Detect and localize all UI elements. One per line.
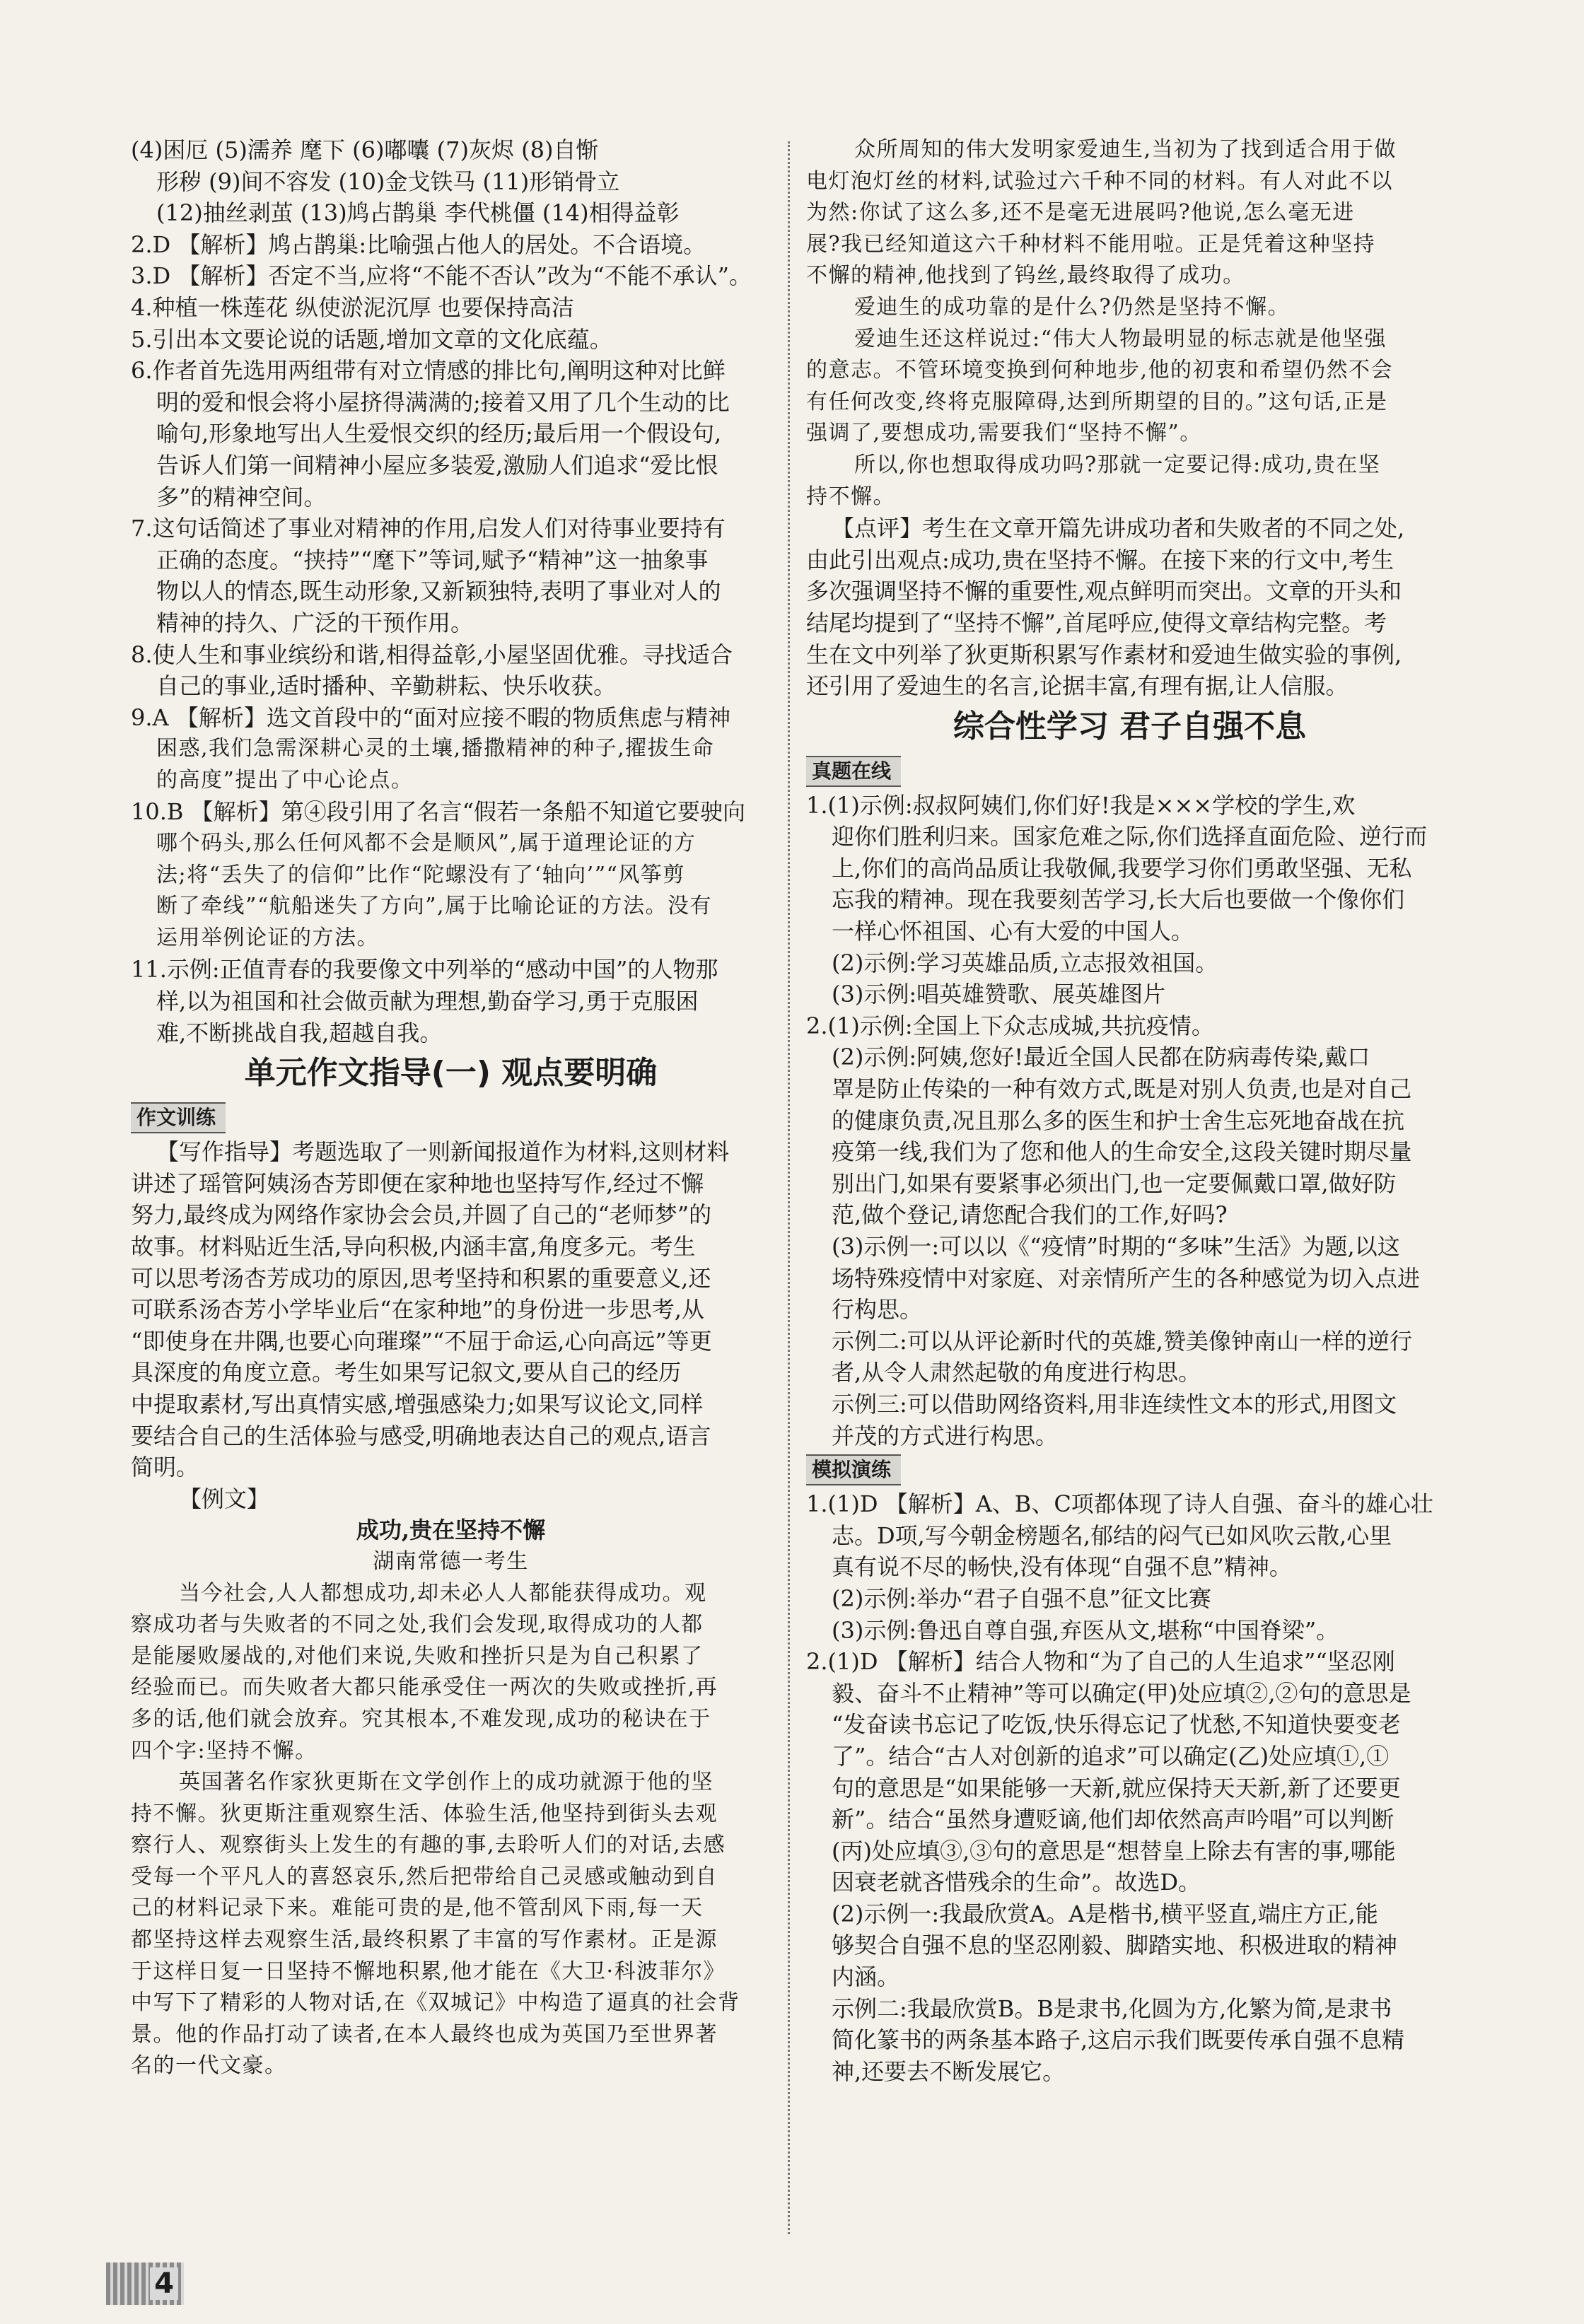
text-line: 精神的持久、广泛的干预作用。 bbox=[156, 609, 474, 636]
text-line: 2.D 【解析】鸠占鹊巢:比喻强占他人的居处。不合语境。 bbox=[131, 230, 706, 258]
text-line: 示例二:我最欣赏B。B是隶书,化圆为方,化繁为简,是隶书 bbox=[832, 1995, 1392, 2022]
text-line: (3)示例一:可以以《“疫情”时期的“多味”生活》为题,以这 bbox=[832, 1233, 1400, 1260]
section-tag: 模拟演练 bbox=[806, 1454, 901, 1485]
text-line: 1.(1)示例:叔叔阿姨们,你们好!我是×××学校的学生,欢 bbox=[806, 791, 1356, 819]
text-line: 一样心怀祖国、心有大爱的中国人。 bbox=[832, 918, 1194, 945]
text-line: 明的爱和恨会将小屋挤得满满的;接着又用了几个生动的比 bbox=[156, 388, 730, 416]
text-line: 1.(1)D 【解析】A、B、C项都体现了诗人自强、奋斗的雄心壮 bbox=[806, 1490, 1433, 1518]
text-line: 毅、奋斗不止精神”等可以确定(甲)处应填②,②句的意思是 bbox=[832, 1679, 1411, 1707]
text-line: 句的意思是“如果能够一天新,就应保持天天新,新了还要更 bbox=[832, 1774, 1401, 1802]
text-line: 别出门,如果有要紧事必须出门,也一定要佩戴口罩,做好防 bbox=[832, 1169, 1397, 1197]
text-line: 范,做个登记,请您配合我们的工作,好吗? bbox=[832, 1201, 1228, 1229]
text-line: 己的材料记录下来。难能可贵的是,他不管刮风下雨,每一天 bbox=[131, 1896, 704, 1921]
text-line: 结尾均提到了“坚持不懈”,首尾呼应,使得文章结构完整。考 bbox=[806, 609, 1387, 636]
text-line: “发奋读书忘记了吃饭,快乐得忘记了忧愁,不知道快要变老 bbox=[832, 1711, 1401, 1739]
text-line: 者,从令人肃然起敬的角度进行构思。 bbox=[832, 1359, 1201, 1386]
text-line: 志。D项,写今朝金榜题名,郁结的闷气已如风吹云散,心里 bbox=[832, 1522, 1392, 1549]
text-line: 爱迪生的成功靠的是什么?仍然是坚持不懈。 bbox=[854, 294, 1291, 320]
text-line: 神,还要去不断发展它。 bbox=[832, 2057, 1066, 2085]
text-line: 当今社会,人人都想成功,却未必人人都能获得成功。观 bbox=[179, 1580, 707, 1606]
text-line: 困惑,我们急需深耕心灵的土壤,播撒精神的种子,擢拔生命 bbox=[156, 736, 715, 761]
text-line: 【例文】 bbox=[179, 1485, 270, 1512]
text-line: 够契合自强不息的坚忍刚毅、脚踏实地、积极进取的精神 bbox=[832, 1932, 1398, 1959]
text-line: 了”。结合“古人对创新的追求”可以确定(乙)处应填①,① bbox=[832, 1742, 1390, 1770]
text-line: (3)示例:唱英雄赞歌、展英雄图片 bbox=[832, 981, 1166, 1008]
text-line: 故事。材料贴近生活,导向积极,内涵丰富,角度多元。考生 bbox=[131, 1233, 696, 1260]
section-heading: 综合性学习 君子自强不息 bbox=[953, 708, 1307, 745]
text-line: 样,以为祖国和社会做贡献为理想,勤奋学习,勇于克服困 bbox=[156, 988, 699, 1015]
text-line: 6.作者首先选用两组带有对立情感的排比句,阐明这种对比鲜 bbox=[131, 357, 726, 385]
text-line: 多”的精神空间。 bbox=[156, 483, 327, 510]
text-line: 努力,最终成为网络作家协会会员,并圆了自己的“老师梦”的 bbox=[131, 1201, 712, 1229]
text-line: 于这样日复一日坚持不懈地积累,他才能在《大卫·科波菲尔》 bbox=[131, 1958, 726, 1984]
text-line: 景。他的作品打动了读者,在本人最终也成为英国乃至世界著 bbox=[131, 2021, 718, 2047]
section-tag-row bbox=[131, 1099, 771, 1136]
text-line: 的意志。不管环境变换到何种地步,他的初衷和希望仍然不会 bbox=[806, 358, 1394, 383]
text-line: 法;将“丢失了的信仰”比作“陀螺没有了‘轴向’”“风筝剪 bbox=[156, 862, 685, 887]
left-column bbox=[131, 134, 771, 2082]
text-line: 受每一个平凡人的喜怒哀乐,然后把带给自己灵感或触动到自 bbox=[131, 1864, 718, 1889]
text-line: (2)示例一:我最欣赏A。A是楷书,横平竖直,端庄方正,能 bbox=[832, 1900, 1378, 1927]
text-line: 中提取素材,写出真情实感,增强感染力;如果写议论文,同样 bbox=[131, 1390, 704, 1418]
text-line: 上,你们的高尚品质让我敬佩,我要学习你们勇敢坚强、无私 bbox=[832, 854, 1412, 882]
text-line: (4)困厄 (5)濡养 麾下 (6)嘟囔 (7)灰烬 (8)自惭 bbox=[131, 136, 599, 163]
text-line: 7.这句话简述了事业对精神的作用,启发人们对待事业要持有 bbox=[131, 515, 726, 542]
text-line: 内涵。 bbox=[832, 1963, 900, 1991]
text-line: 四个字:坚持不懈。 bbox=[131, 1738, 318, 1763]
text-line: 简明。 bbox=[131, 1454, 199, 1481]
text-line: 湖南常德一考生 bbox=[373, 1548, 529, 1574]
text-line: 自己的事业,适时播种、辛勤耕耘、快乐收获。 bbox=[156, 672, 617, 700]
text-line: 由此引出观点:成功,贵在坚持不懈。在接下来的行文中,考生 bbox=[806, 546, 1394, 573]
text-line: 持不懈。 bbox=[806, 484, 895, 509]
text-line: (2)示例:举办“君子自强不息”征文比赛 bbox=[832, 1584, 1211, 1612]
text-line: 场特殊疫情中对家庭、对亲情所产生的各种感觉为切入点进 bbox=[832, 1264, 1421, 1292]
text-line: 断了牵线”“航船迷失了方向”,属于比喻论证的方法。没有 bbox=[156, 894, 713, 919]
page-number: 4 bbox=[150, 2267, 178, 2300]
text-line: 可以思考汤杏芳成功的原因,思考坚持和积累的重要意义,还 bbox=[131, 1264, 711, 1292]
column-divider bbox=[788, 141, 790, 2234]
section-tag-row bbox=[806, 753, 1453, 790]
text-line: 具深度的角度立意。考生如果写记叙文,要从自己的经历 bbox=[131, 1359, 682, 1386]
text-line: 正确的态度。“挟持”“麾下”等词,赋予“精神”这一抽象事 bbox=[156, 546, 709, 573]
text-line: 10.B 【解析】第④段引用了名言“假若一条船不知道它要驶向 bbox=[131, 798, 745, 826]
page-number-badge bbox=[106, 2262, 184, 2305]
text-line: 众所周知的伟大发明家爱迪生,当初为了找到适合用于做 bbox=[854, 137, 1397, 162]
text-line: 示例二:可以从评论新时代的英雄,赞美像钟南山一样的逆行 bbox=[832, 1327, 1412, 1355]
text-line: 要结合自己的生活体验与感受,明确地表达自己的观点,语言 bbox=[131, 1422, 711, 1449]
text-line: 【点评】考生在文章开篇先讲成功者和失败者的不同之处, bbox=[832, 515, 1405, 542]
text-line: 多次强调坚持不懈的重要性,观点鲜明而突出。文章的开头和 bbox=[806, 578, 1402, 605]
text-line: 的高度”提出了中心论点。 bbox=[156, 767, 414, 793]
text-line: (丙)处应填③,③句的意思是“想替皇上除去有害的事,哪能 bbox=[832, 1837, 1396, 1864]
text-line: 并茂的方式进行构思。 bbox=[832, 1422, 1059, 1449]
text-line: 因衰老就吝惜残余的生命”。故选D。 bbox=[832, 1869, 1201, 1896]
text-line: 英国著名作家狄更斯在文学创作上的成功就源于他的坚 bbox=[179, 1770, 714, 1795]
text-line: 罩是防止传染的一种有效方式,既是对别人负责,也是对自己 bbox=[832, 1075, 1412, 1103]
text-line: 强调了,要想成功,需要我们“坚持不懈”。 bbox=[806, 421, 1202, 446]
text-line: 9.A 【解析】选文首段中的“面对应接不暇的物质焦虑与精神 bbox=[131, 703, 731, 731]
text-line: 所以,你也想取得成功吗?那就一定要记得:成功,贵在坚 bbox=[854, 452, 1381, 477]
text-line: 难,不断挑战自我,超越自我。 bbox=[156, 1019, 443, 1046]
text-line: 疫第一线,我们为了您和他人的生命安全,这段关键时期尽量 bbox=[832, 1138, 1412, 1166]
text-line: 真有说不尽的畅快,没有体现“自强不息”精神。 bbox=[832, 1553, 1292, 1581]
text-line: 讲述了瑶管阿姨汤杏芳即便在家种地也坚持写作,经过不懈 bbox=[131, 1169, 704, 1197]
text-line: 【写作指导】考题选取了一则新闻报道作为材料,这则材料 bbox=[156, 1138, 730, 1166]
text-line: 3.D 【解析】否定不当,应将“不能不否认”改为“不能不承认”。 bbox=[131, 262, 752, 290]
text-line: 察行人、观察街头上发生的有趣的事,去聆听人们的对话,去感 bbox=[131, 1833, 726, 1858]
text-line: 哪个码头,那么任何风都不会是顺风”,属于道理论证的方 bbox=[156, 831, 697, 856]
text-line: 新”。结合“虽然身遭贬谪,他们却依然高声吟唱”可以判断 bbox=[832, 1806, 1394, 1833]
text-line: 是能屡败屡战的,对他们来说,失败和挫折只是为自己积累了 bbox=[131, 1643, 704, 1669]
text-line: 为然:你试了这么多,还不是毫无进展吗?他说,怎么毫无进 bbox=[806, 200, 1355, 226]
text-line: 忘我的精神。现在我要刻苦学习,长大后也要做一个像你们 bbox=[832, 886, 1405, 913]
text-line: 5.引出本文要论说的话题,增加文章的文化底蕴。 bbox=[131, 325, 612, 353]
text-line: (12)抽丝剥茧 (13)鸠占鹊巢 李代桃僵 (14)相得益彰 bbox=[156, 199, 680, 227]
text-line: 运用举例论证的方法。 bbox=[156, 925, 379, 950]
text-line: (3)示例:鲁迅自尊自强,弃医从文,堪称“中国脊梁”。 bbox=[832, 1616, 1339, 1644]
section-tag: 真题在线 bbox=[806, 756, 901, 787]
text-line: (2)示例:阿姨,您好!最近全国人民都在防病毒传染,戴口 bbox=[832, 1044, 1370, 1071]
text-line: 行构思。 bbox=[832, 1296, 923, 1324]
text-line: 生在文中列举了狄更斯积累写作素材和爱迪生做实验的事例, bbox=[806, 641, 1402, 668]
text-line: 告诉人们第一间精神小屋应多装爱,激励人们追求“爱比恨 bbox=[156, 451, 718, 479]
text-line: 展?我已经知道这六千种材料不能用啦。正是凭着这种坚持 bbox=[806, 231, 1376, 257]
text-line: 不懈的精神,他找到了钨丝,最终取得了成功。 bbox=[806, 263, 1245, 288]
text-line: 物以人的情态,既生动形象,又新颖独特,表明了事业对人的 bbox=[156, 578, 721, 605]
text-line: 4.种植一株莲花 纵使淤泥沉厚 也要保持高洁 bbox=[131, 293, 574, 321]
section-tag: 作文训练 bbox=[131, 1102, 226, 1133]
text-line: 11.示例:正值青春的我要像文中列举的“感动中国”的人物那 bbox=[131, 956, 718, 983]
text-line: 可联系汤杏芳小学毕业后“在家种地”的身份进一步思考,从 bbox=[131, 1296, 704, 1324]
text-line: “即使身在井隅,也要心向璀璨”“不屈于命运,心向高远”等更 bbox=[131, 1327, 712, 1355]
text-line: 8.使人生和事业缤纷和谐,相得益彰,小屋坚固优雅。寻找适合 bbox=[131, 641, 733, 668]
text-line: 形秽 (9)间不容发 (10)金戈铁马 (11)形销骨立 bbox=[156, 168, 620, 195]
text-line: 的健康负责,况且那么多的医生和护士舍生忘死地奋战在抗 bbox=[832, 1106, 1405, 1134]
text-line: 成功,贵在坚持不懈 bbox=[356, 1517, 546, 1544]
text-line: 爱迪生还这样说过:“伟大人物最明显的标志就是他坚强 bbox=[854, 326, 1387, 351]
text-line: 多的话,他们就会放弃。究其根本,不难发现,成功的秘诀在于 bbox=[131, 1706, 711, 1732]
text-line: 迎你们胜利归来。国家危难之际,你们选择直面危险、逆行而 bbox=[832, 823, 1428, 851]
text-line: 示例三:可以借助网络资料,用非连续性文本的形式,用图文 bbox=[832, 1390, 1397, 1418]
section-heading: 单元作文指导(一) 观点要明确 bbox=[244, 1055, 658, 1092]
text-line: 察成功者与失败者的不同之处,我们会发现,取得成功的人都 bbox=[131, 1612, 704, 1637]
text-line: 名的一代文豪。 bbox=[131, 2053, 287, 2079]
text-line: 2.(1)D 【解析】结合人物和“为了自己的人生追求”“坚忍刚 bbox=[806, 1648, 1395, 1676]
text-line: 经验而已。而失败者大都只能承受住一两次的失败或挫折,再 bbox=[131, 1675, 718, 1700]
text-line: 中写下了精彩的人物对话,在《双城记》中构造了逼真的社会背 bbox=[131, 1990, 740, 2016]
text-line: 有任何改变,终将克服障碍,达到所期望的目的。”这句话,正是 bbox=[806, 389, 1388, 414]
text-line: 都坚持这样去观察生活,最终积累了丰富的写作素材。正是源 bbox=[131, 1927, 718, 1953]
section-tag-row bbox=[806, 1452, 1453, 1488]
text-line: 还引用了爱迪生的名言,论据丰富,有理有据,让人信服。 bbox=[806, 672, 1349, 700]
text-line: 持不懈。狄更斯注重观察生活、体验生活,他坚持到街头去观 bbox=[131, 1801, 718, 1826]
text-line: 喻句,形象地写出人生爱恨交织的经历;最后用一个假设句, bbox=[156, 420, 722, 448]
text-line: 电灯泡灯丝的材料,试验过六千种不同的材料。有人对此不以 bbox=[806, 168, 1394, 194]
text-line: 简化篆书的两条基本路子,这启示我们既要传承自强不息精 bbox=[832, 2026, 1405, 2054]
right-column bbox=[806, 134, 1453, 2087]
text-line: 2.(1)示例:全国上下众志成城,共抗疫情。 bbox=[806, 1012, 1214, 1039]
text-line: (2)示例:学习英雄品质,立志报效祖国。 bbox=[832, 949, 1218, 976]
